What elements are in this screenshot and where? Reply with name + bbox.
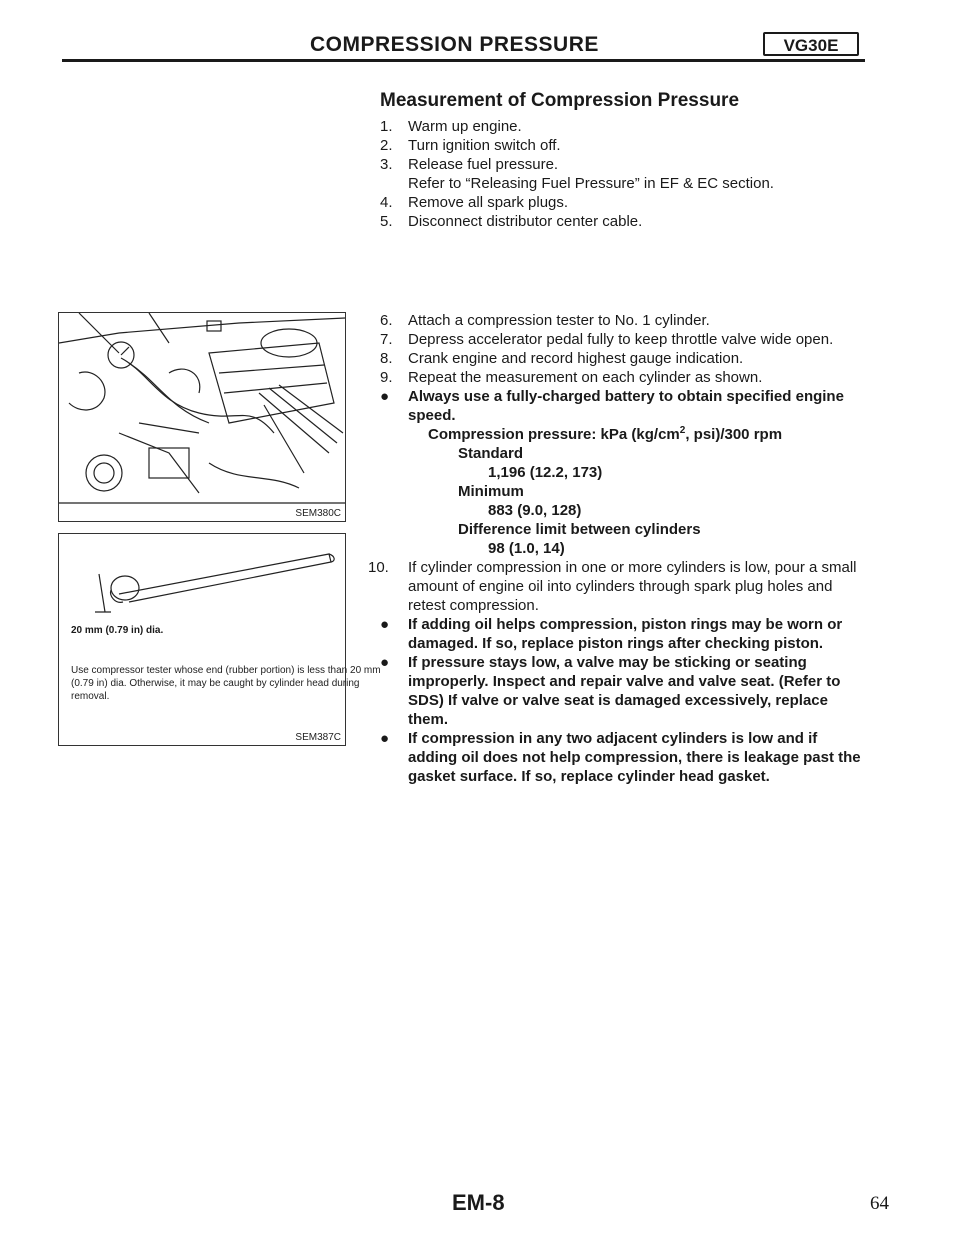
section-title: Measurement of Compression Pressure (380, 90, 740, 111)
step-number: 7. (380, 331, 393, 348)
step-item (380, 368, 870, 387)
note-text: If adding oil helps compression, piston rings may be worn or damaged. If so, replace piston rings after checking piston. (408, 616, 843, 652)
step-text: Crank engine and record highest gauge indication. (408, 350, 744, 367)
spec-difference-value: 98 (1.0, 14) (488, 540, 565, 557)
note-text: If pressure stays low, a valve may be sticking or seating improperly. Inspect and repair valve and valve seat. (Refer to SDS) If valve or valve seat is damaged excessively, replace them. (408, 654, 841, 728)
step-text: Turn ignition switch off. (408, 137, 561, 154)
step-item (380, 193, 870, 212)
note-item (380, 653, 870, 729)
note-text: Always use a fully-charged battery to obtain specified engine speed. (408, 388, 844, 424)
dimension-label: 20 mm (0.79 in) dia. (71, 625, 164, 636)
step-number: 3. (380, 156, 393, 173)
step-text: Refer to “Releasing Fuel Pressure” in EF & EC section. (408, 175, 774, 192)
step-text: Attach a compression tester to No. 1 cylinder. (408, 312, 710, 329)
step-number: 2. (380, 137, 393, 154)
tester-tip-illustration (59, 534, 345, 619)
step-item (368, 558, 870, 615)
step-item (380, 311, 870, 330)
page-number: 64 (870, 1193, 889, 1214)
spec-minimum-label: Minimum (458, 483, 524, 500)
step-number: 1. (380, 118, 393, 135)
step-number: 4. (380, 194, 393, 211)
step-number (380, 174, 408, 193)
bullet-icon: ● (380, 616, 390, 633)
spec-standard-label: Standard (458, 445, 524, 462)
step-number: 5. (380, 213, 393, 230)
step-number: 10. (368, 559, 389, 576)
step-text: Warm up engine. (408, 118, 522, 135)
step-item (380, 117, 870, 136)
note-item (380, 615, 870, 653)
step-number: 9. (380, 369, 393, 386)
figure-code: SEM380C (295, 508, 341, 519)
figure-code: SEM387C (295, 732, 341, 743)
step-item (380, 174, 870, 193)
figure-compression-tester (58, 312, 346, 522)
spec-standard-value: 1,196 (12.2, 173) (488, 464, 603, 481)
bullet-icon: ● (380, 388, 390, 405)
step-item (380, 330, 870, 349)
spec-difference-label: Difference limit between cylinders (458, 521, 701, 538)
step-text: Disconnect distributor center cable. (408, 213, 643, 230)
note-item (380, 387, 870, 425)
spec-heading-post: , psi)/300 rpm (685, 426, 783, 443)
note-text: If compression in any two adjacent cylinders is low and if adding oil does not help compression, there is leakage past the gasket surface. If so, replace cylinder head gasket. (408, 730, 861, 785)
figure-note: Use compressor tester whose end (rubber portion) is less than 20 mm (0.79 in) dia. Otherwise, it may be caught by cylinder head during removal. (71, 665, 381, 702)
bullet-icon: ● (380, 654, 390, 671)
step-item (380, 136, 870, 155)
steps-group-a (380, 117, 870, 231)
engine-code-badge: VG30E (763, 32, 859, 56)
spec-minimum-value: 883 (9.0, 128) (488, 502, 582, 519)
spec-heading-sup: 2 (679, 425, 686, 436)
step-text: Repeat the measurement on each cylinder as shown. (408, 369, 763, 386)
section-page-code: EM-8 (452, 1190, 505, 1215)
step-text: Release fuel pressure. (408, 156, 559, 173)
engine-illustration (59, 313, 345, 521)
step-text: If cylinder compression in one or more cylinders is low, pour a small amount of engine oil into cylinders through spark plug holes and retest compression. (408, 559, 857, 614)
step-text: Remove all spark plugs. (408, 194, 569, 211)
page-title: COMPRESSION PRESSURE (310, 33, 599, 56)
step-number: 8. (380, 350, 393, 367)
step-item (380, 212, 870, 231)
note-item (380, 729, 870, 786)
spec-heading-pre: Compression pressure: kPa (kg/cm (428, 426, 680, 443)
step-item (380, 155, 870, 174)
bullet-icon: ● (380, 730, 390, 747)
step-number: 6. (380, 312, 393, 329)
steps-group-b (368, 311, 870, 786)
step-text: Depress accelerator pedal fully to keep throttle valve wide open. (408, 331, 834, 348)
spec-heading (380, 425, 870, 444)
step-item (380, 349, 870, 368)
header-divider (62, 59, 865, 62)
